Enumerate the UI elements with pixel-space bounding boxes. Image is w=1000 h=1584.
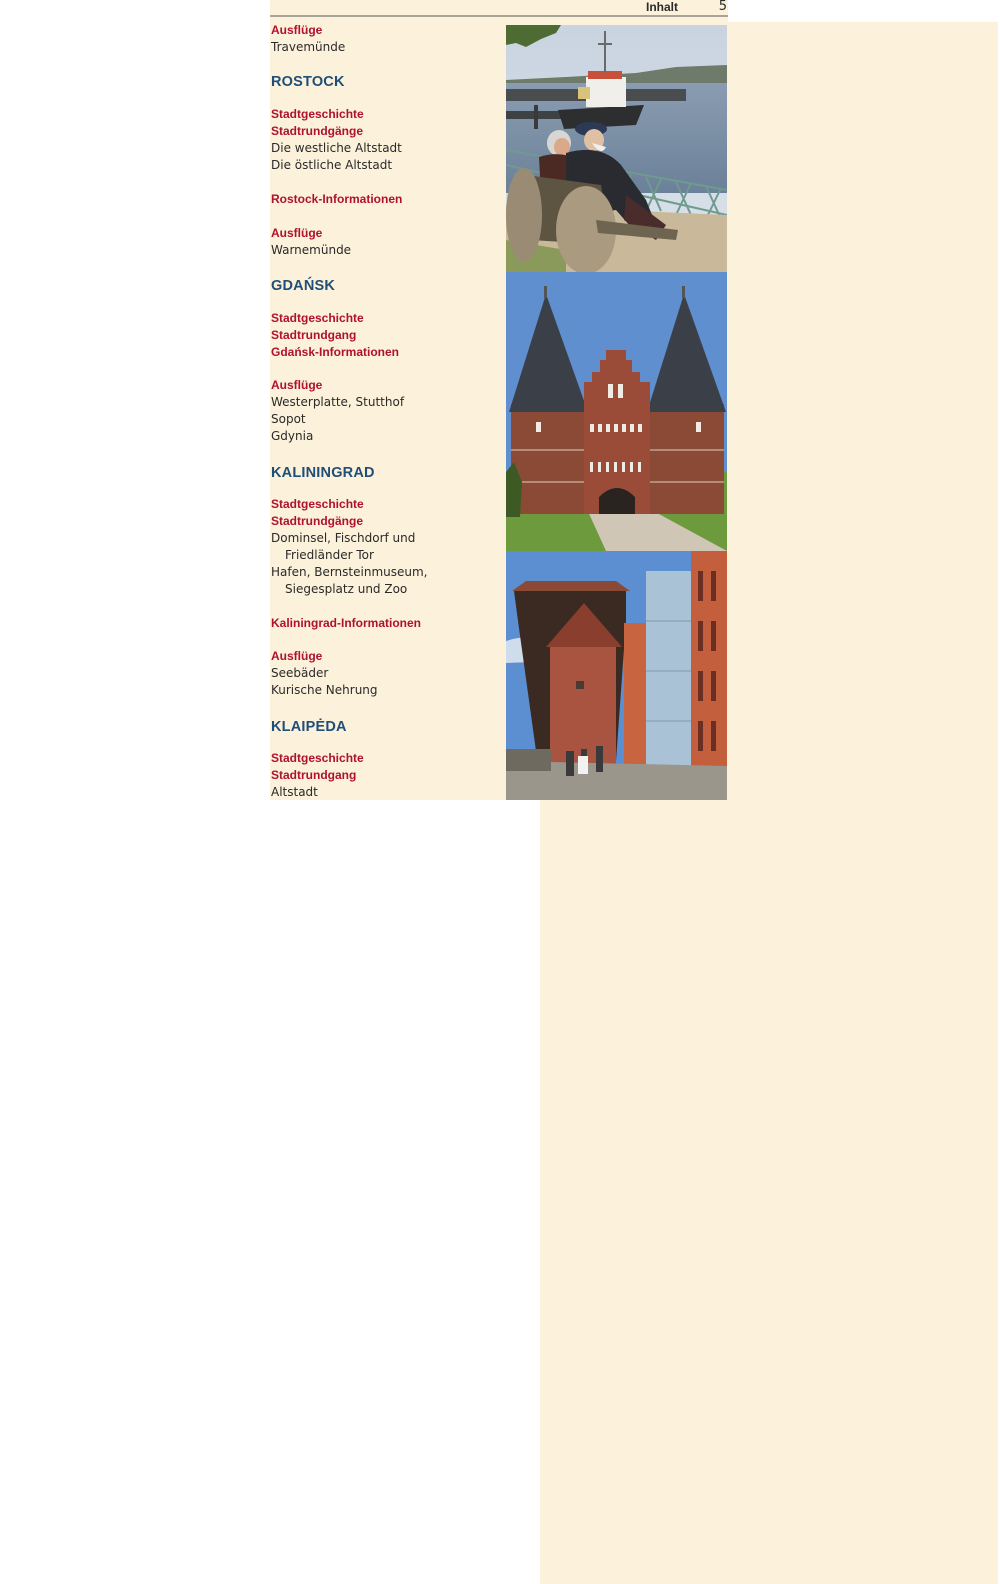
toc-entry-label: KALININGRAD — [271, 465, 375, 481]
toc-entry-label: Ausflüge — [271, 226, 323, 240]
toc-entry-sub[interactable] — [270, 513, 492, 530]
toc-entry-sub[interactable] — [270, 767, 492, 784]
toc-entry-item[interactable] — [270, 39, 492, 56]
toc-entry-item[interactable] — [270, 428, 492, 445]
toc-entry-label: Die westliche Altstadt — [271, 141, 402, 155]
toc-entry-label: GDAŃSK — [271, 278, 336, 294]
toc-entry-item[interactable] — [270, 530, 492, 547]
toc-entry-label: Stadtrundgang — [271, 768, 357, 782]
photo-harbor-bench — [506, 25, 727, 272]
running-head — [270, 0, 728, 14]
toc-entry-city[interactable] — [270, 719, 492, 736]
toc-entry-label: Kaliningrad-Informationen — [271, 616, 421, 630]
toc-entry-item[interactable] — [270, 140, 492, 157]
toc-entry-label: Hafen, Bernsteinmuseum, — [271, 565, 428, 579]
toc-entry-indent[interactable] — [270, 547, 492, 564]
toc-entry-label: Ausflüge — [271, 378, 323, 392]
toc-entry-item[interactable] — [270, 665, 492, 682]
header-rule — [270, 15, 728, 17]
toc-entry-item[interactable] — [270, 394, 492, 411]
toc-entry-sub[interactable] — [270, 106, 492, 123]
toc-entry-label: Stadtrundgänge — [271, 124, 363, 138]
toc-entry-sub[interactable] — [270, 191, 492, 208]
toc-entry-label: Warnemünde — [271, 243, 352, 257]
toc-entry-sub[interactable] — [270, 344, 492, 361]
toc-entry-city[interactable] — [270, 278, 492, 295]
toc-entry-sub[interactable] — [270, 648, 492, 665]
toc-entry-sub[interactable] — [270, 310, 492, 327]
toc-entry-sub[interactable] — [270, 496, 492, 513]
toc-entry-label: Seebäder — [271, 666, 329, 680]
toc-entry-sub[interactable] — [270, 123, 492, 140]
toc-entry-label: Gdańsk-Informationen — [271, 345, 400, 359]
toc-entry-label: Altstadt — [271, 785, 318, 799]
toc-entry-page-number — [540, 784, 998, 1584]
toc-entry-label: Siegesplatz und Zoo — [285, 582, 408, 596]
toc-entry-label: Die östliche Altstadt — [271, 158, 393, 172]
page-number: 5 — [718, 0, 727, 14]
toc-entry-label: Sopot — [271, 412, 306, 426]
toc-entry-label: Gdynia — [271, 429, 314, 443]
toc-entry-label: Stadtgeschichte — [271, 311, 364, 325]
photo-city-gate — [506, 272, 727, 551]
toc-entry-label: ROSTOCK — [271, 74, 345, 90]
toc-entry-sub[interactable] — [270, 615, 492, 632]
toc-entry-city[interactable] — [270, 74, 492, 91]
photo-gdansk-crane — [506, 551, 727, 800]
toc-entry-label: Ausflüge — [271, 23, 323, 37]
toc-entry-label: Stadtrundgänge — [271, 514, 363, 528]
toc-entry-sub[interactable] — [270, 327, 492, 344]
toc-entry-label: Friedländer Tor — [285, 548, 374, 562]
toc-entry-label: Kurische Nehrung — [271, 683, 378, 697]
toc-entry-label: Rostock-Informationen — [271, 192, 403, 206]
toc-entry-label: Ausflüge — [271, 649, 323, 663]
toc-entry-label: Stadtgeschichte — [271, 751, 364, 765]
toc-entry-sub[interactable] — [270, 750, 492, 767]
toc-entry-sub[interactable] — [270, 22, 492, 39]
toc-entry-item[interactable] — [270, 682, 492, 699]
toc-entry-item[interactable] — [270, 242, 492, 259]
toc-entry-sub[interactable] — [270, 377, 492, 394]
toc-entry-item[interactable] — [270, 157, 492, 174]
toc-entry-label: Dominsel, Fischdorf und — [271, 531, 416, 545]
toc-entry-label: Travemünde — [271, 40, 346, 54]
toc-entry-label: KLAIPĖDA — [271, 719, 347, 735]
toc-entry-item[interactable] — [270, 564, 492, 581]
running-head-section: Inhalt — [646, 0, 678, 14]
toc-entry-city[interactable] — [270, 465, 492, 482]
toc-entry-sub[interactable] — [270, 225, 492, 242]
toc-entry-indent[interactable] — [270, 581, 492, 598]
toc-entry-label: Stadtgeschichte — [271, 107, 364, 121]
toc-entry-item[interactable] — [270, 784, 492, 801]
toc-entry-label: Westerplatte, Stutthof — [271, 395, 405, 409]
toc-entry-label: Stadtgeschichte — [271, 497, 364, 511]
harbor-photo-image — [506, 25, 727, 272]
toc-entry-label: Stadtrundgang — [271, 328, 357, 342]
crane-photo-image — [506, 551, 727, 800]
city-gate-photo-image — [506, 272, 727, 551]
toc-entry-item[interactable] — [270, 411, 492, 428]
